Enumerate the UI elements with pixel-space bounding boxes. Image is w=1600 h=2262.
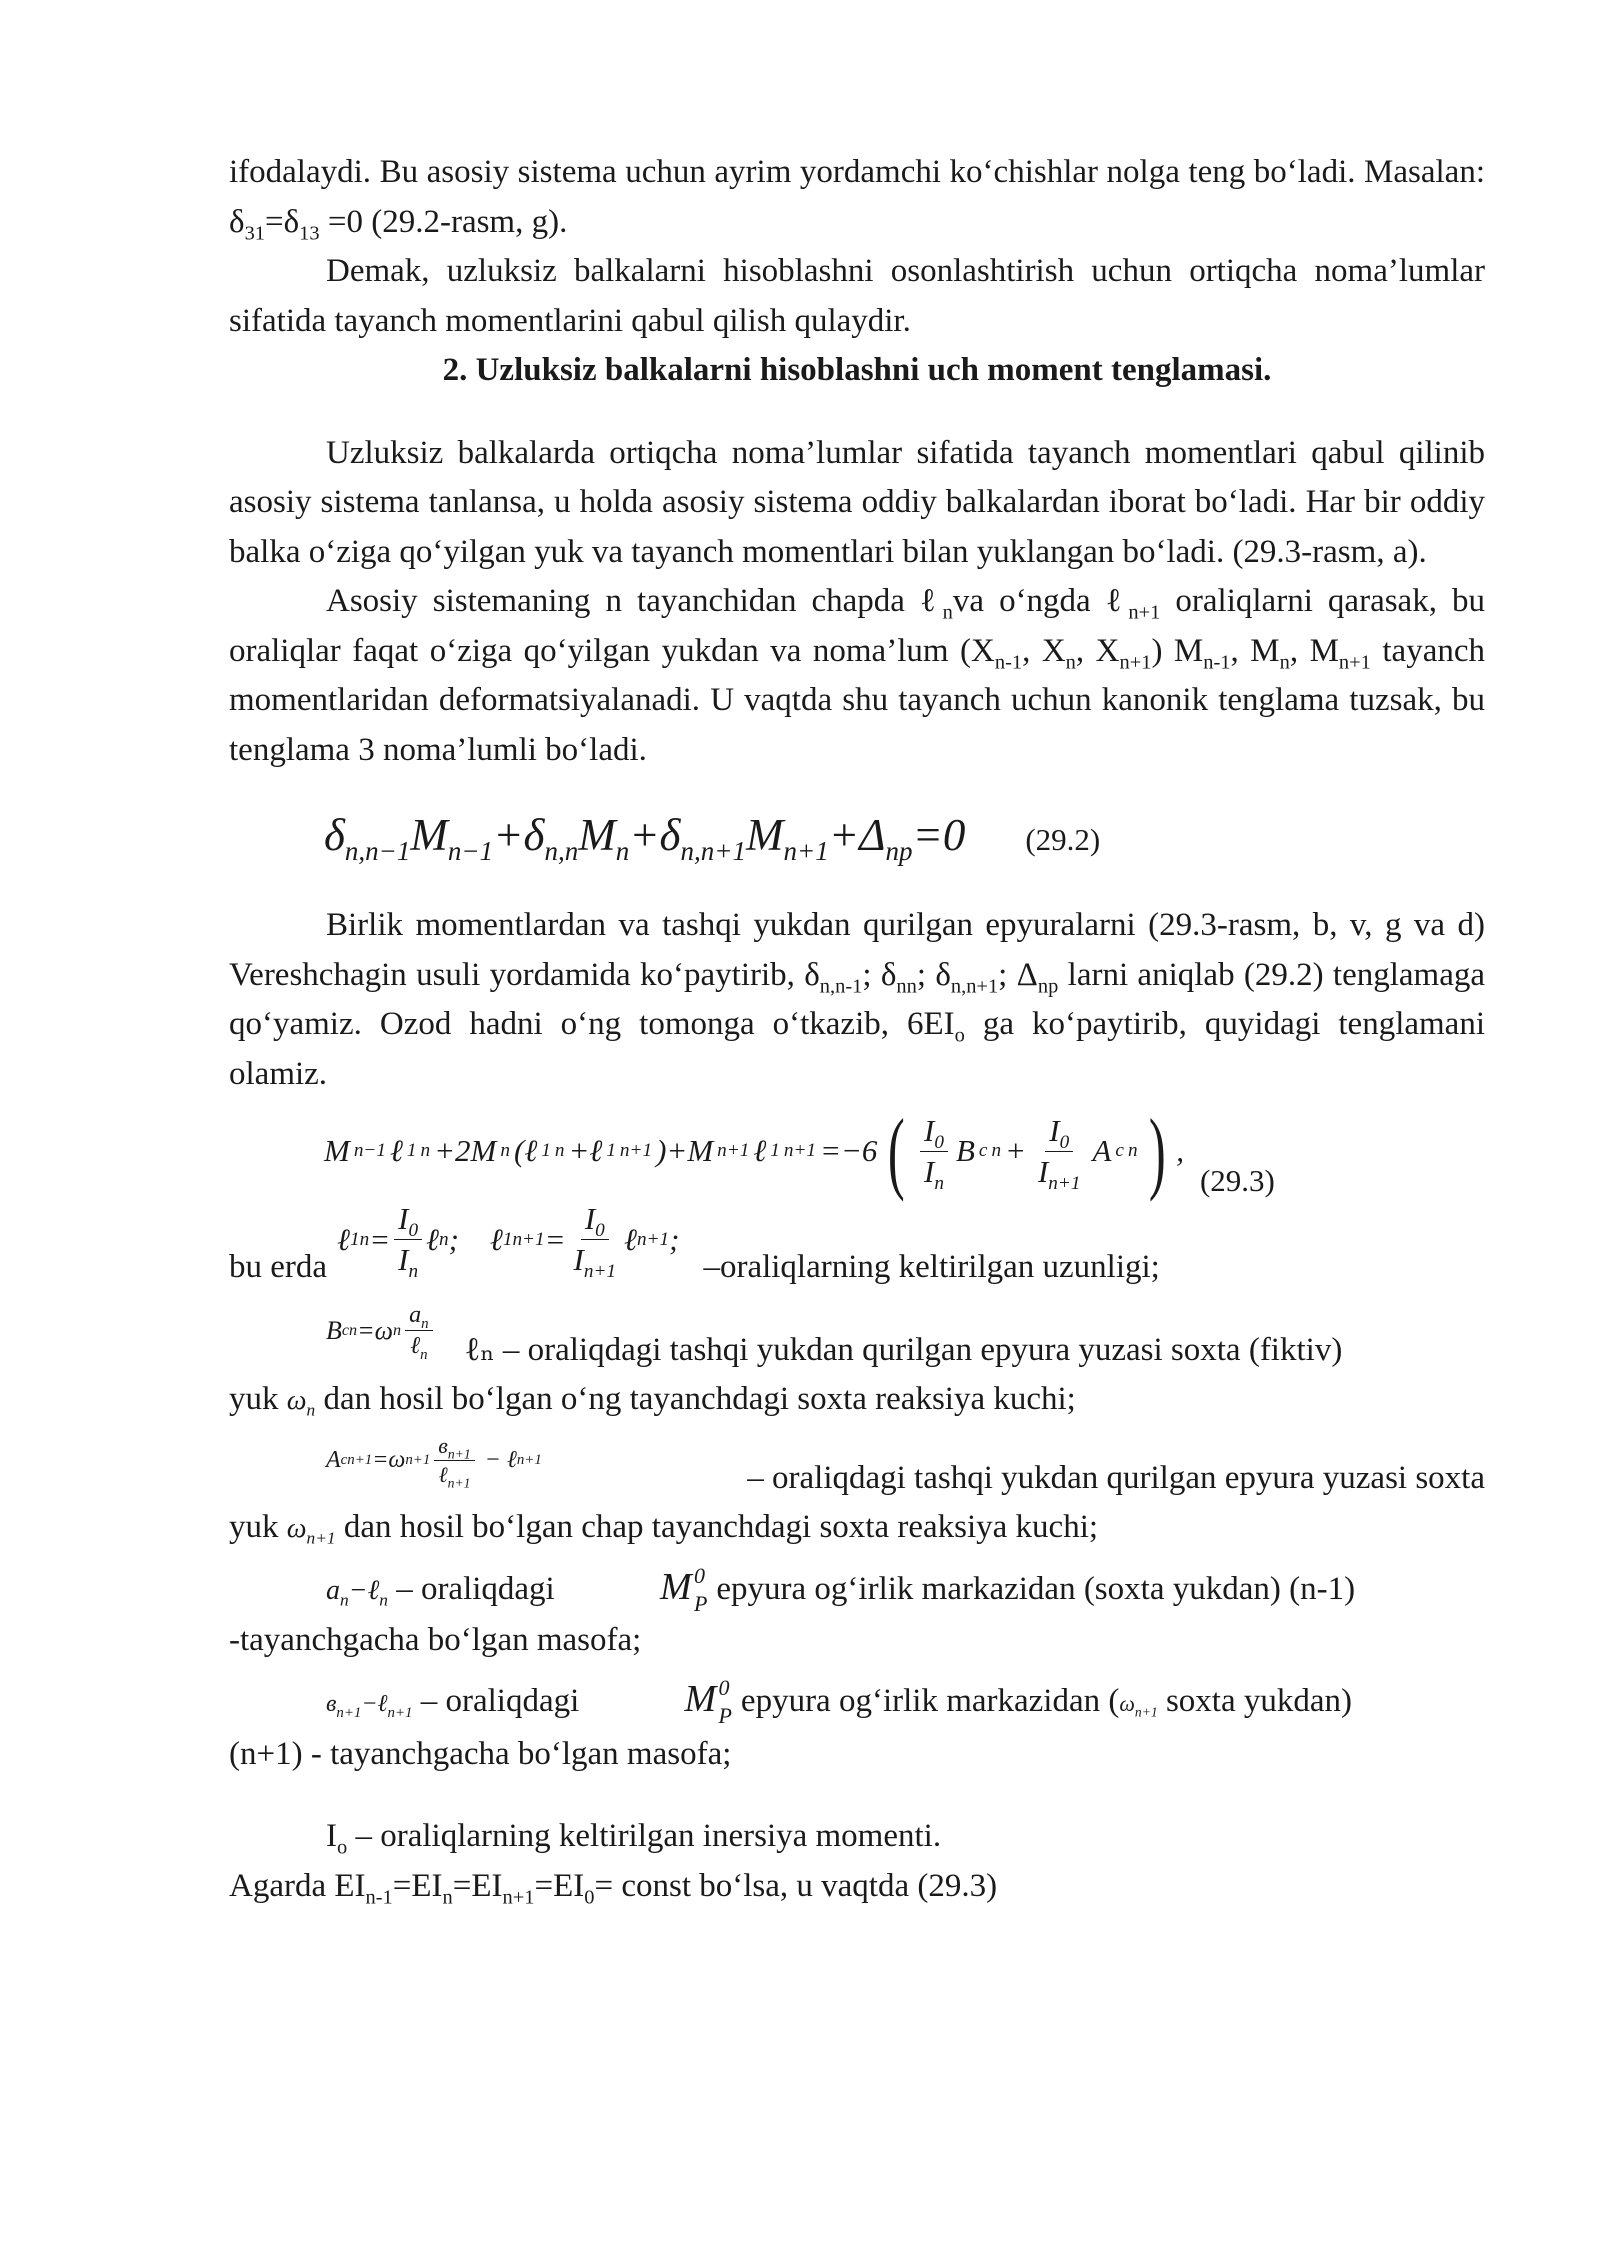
paragraph-6: $I_o$ – oraliqlarning keltirilgan inersiya momenti. — [326, 1818, 942, 1859]
paragraph-4: Asosiy sistemaning n tayanchidan chapda ℓ$_n$va o‘ngda ℓ$_{n+1}$ oraliqlarni qarasak, bu oraliqlar faqat o‘ziga qo‘yilgan yukdan va noma’lum ($X_{n-1}$, $X_n$, $X_{n+1}$) $M_{n-1}$, $M_n$, $M_{n+1}$ tayanch momentlaridan deformatsiyalanadi. U vaqtda shu tayanch uchun kanonik tenglama tuzsak, bu tenglama 3 noma’lumli bo‘ladi. — [229, 583, 1486, 768]
paragraph-3: Uzluksiz balkalarda ortiqcha noma’lumlar sifatida tayanch momentlari qabul qilinib asosiy sistema tanlansa, u holda asosiy sistema oddiy balkalardan iborat bo‘ladi. Har bir oddiy balka o‘ziga qo‘yilgan yuk va tayanch momentlari bilan yuklangan bo‘ladi. (29.3-rasm, a). — [229, 434, 1485, 570]
definition-an-cont: -tayanchgacha bo‘lgan masofa; — [229, 1621, 642, 1658]
equation-number: (29.2) — [1025, 822, 1101, 857]
document-page — [229, 148, 1485, 1911]
definition-bn: $в_{n+1}-\ell_{n+1}$ – oraliqdagi M 0 P epyura og‘irlik markazidan ($\omega_{n+1}$ soxta yukdan) — [326, 1675, 1353, 1728]
section-heading: 2. Uzluksiz balkalarni hisoblashni uch moment tenglamasi. — [442, 352, 1272, 388]
definition-ac: A c n+1 =ω n+1 $\frac{в_{n+1}}{\ell_{n+1}}$ − ℓ n+1 – oraliqdagi tashqi yukdan qurilgan epyura yuzasi soxta — [326, 1432, 1485, 1496]
paragraph-5: Birlik momentlardan va tashqi yukdan qurilgan epyuralarni (29.3-rasm, b, v, g va d) Vereshchagin usuli yordamida ko‘paytirib, $\delta_{n,n-1}$; $\delta_{nn}$; $\delta_{n,n+1}$; $\Delta_{np}$ larni aniqlab (29.2) tenglamaga qo‘yamiz. Ozod hadni o‘ng tomonga o‘tkazib, $6EI_o$ ga ko‘paytirib, quyidagi tenglamani olamiz. — [229, 907, 1486, 1092]
paragraph-2: Demak, uzluksiz balkalarni hisoblashni osonlashtirish uchun ortiqcha noma’lumlar sifatida tayanch momentlarini qabul qilish qulaydir. — [229, 253, 1485, 339]
definition-bc: B c n =ω n $\frac{a_n}{\ell_n}$ ℓₙ – oraliqdagi tashqi yukdan qurilgan epyura yuzasi soxta (fiktiv) — [326, 1302, 1343, 1368]
equation-number: (29.3) — [1199, 1163, 1275, 1198]
equation-29-3: M n−1 ℓ 1 n +2M n (ℓ 1 n +ℓ 1 n+1 )+M n+1 ℓ 1 n+1 =−6 ( $\frac{I_0}{I_n}$ B c n + $\frac{I_0}{I_{n+1}}$ A c n ) , (29.3) — [324, 1100, 1275, 1202]
definition-an: $a_n-\ell_n$ – oraliqdagi M 0 P epyura og‘irlik markazidan (soxta yukdan) (n-1) — [326, 1563, 1356, 1616]
paragraph-1: ifodalaydi. Bu asosiy sistema uchun ayrim yordamchi ko‘chishlar nolga teng bo‘ladi. Masalan: $\delta_{31}=\delta_{13} =0$ (29.2-rasm, g). — [229, 154, 1485, 245]
definition-ac-cont: yuk $\omega_{n+1}$ dan hosil bo‘lgan chap tayanchdagi soxta reaksiya kuchi; — [229, 1508, 1099, 1548]
definition-bc-cont: yuk $\omega_n$ dan hosil bo‘lgan o‘ng tayanchdagi soxta reaksiya kuchi; — [229, 1381, 1076, 1420]
definition-bn-cont: (n+1) - tayanchgacha bo‘lgan masofa; — [229, 1735, 732, 1772]
definition-reduced-length: bu erda ℓ 1 n = $\frac{I_0}{I_n}$ ℓ n ; ℓ 1 n+1 = $\frac{I_0}{I_{n+1}}$ ℓ n+1 ; –oraliqlarning keltirilgan uzunligi; — [229, 1201, 1160, 1285]
equation-29-2: $\delta_{n,n-1}M_{n-1}+\delta_{n,n}M_n+\delta_{n,n+1}M_{n+1}+\Delta_{np}=0$ (29.2) — [324, 810, 1101, 866]
paragraph-7: Agarda $EI_{n-1}=EI_n=EI_{n+1}=EI_0=$ const bo‘lsa, u vaqtda (29.3) — [229, 1867, 998, 1909]
